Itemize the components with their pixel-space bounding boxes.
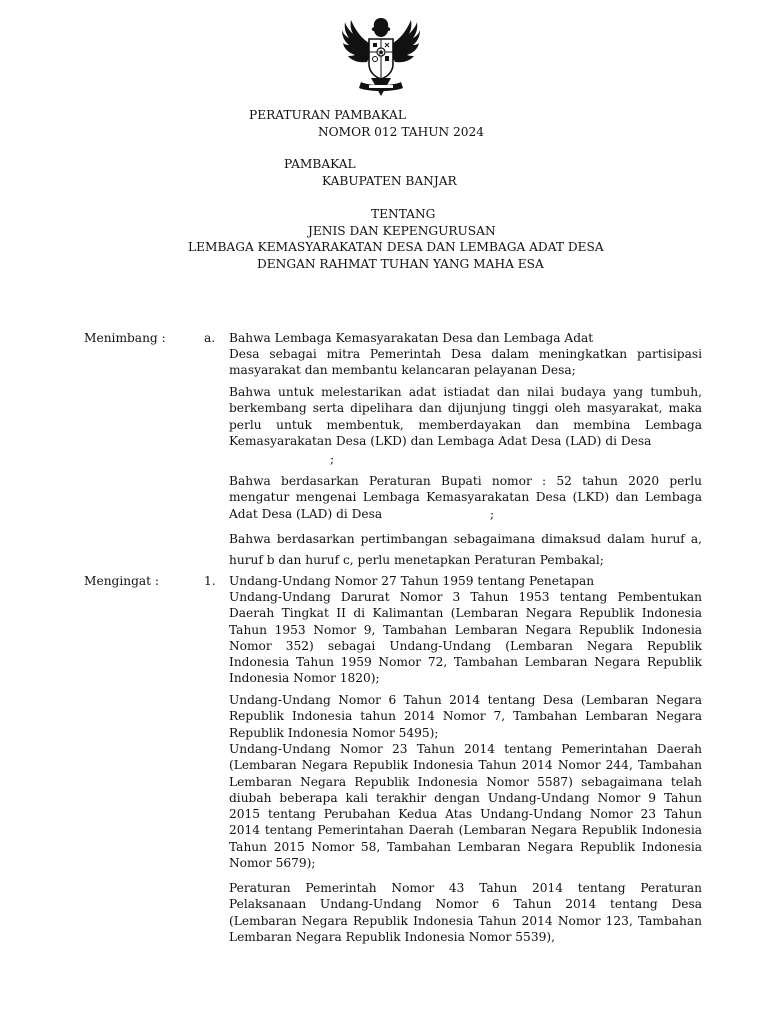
issuer-title: PAMBAKAL bbox=[284, 157, 356, 171]
mengingat-item-2: Undang-Undang Nomor 6 Tahun 2014 tentang Desa (Lembaran Negara Republik Indonesia tahun 2014 Nomor 7, Tambahan Lembaran Negara Republik Indonesia Nomor 5495); bbox=[229, 693, 702, 740]
mengingat-label: Mengingat : bbox=[84, 574, 160, 588]
menimbang-item-a: Desa sebagai mitra Pemerintah Desa dalam meningkatkan partisipasi masyarakat dan membantu kelancaran pelayanan Desa; bbox=[229, 347, 702, 378]
issuer-region: KABUPATEN BANJAR bbox=[322, 174, 457, 188]
regulation-title: PERATURAN PAMBAKAL bbox=[249, 108, 406, 122]
mengingat-item-1: Undang-Undang Darurat Nomor 3 Tahun 1953 tentang Pembentukan Daerah Tingkat II di Kalimantan (Lembaran Negara Republik Indonesia Tahun 1953 Nomor 9, Tambahan Lembaran Negara Republik Indonesia Nomor 352) sebagai Undang-Undang (Lembaran Negara Republik Indonesia Tahun 1959 Nomor 72, Tambahan Lembaran Negara Republik Indonesia Nomor 1820); bbox=[229, 590, 702, 686]
subject-line-1: JENIS DAN KEPENGURUSAN bbox=[308, 224, 496, 238]
subject-line-2: LEMBAGA KEMASYARAKATAN DESA DAN LEMBAGA ADAT DESA bbox=[188, 240, 604, 254]
menimbang-item-c-end: ; bbox=[490, 507, 495, 521]
mengingat-item-4: Peraturan Pemerintah Nomor 43 Tahun 2014 tentang Peraturan Pelaksanaan Undang-Undang Nomor 6 Tahun 2014 tentang Desa (Lembaran Negara Republik Indonesia Tahun 2014 Nomor 123, Tambahan Lembaran Negara Republik Indonesia Nomor 5539), bbox=[229, 881, 702, 944]
mengingat-item-3: Undang-Undang Nomor 23 Tahun 2014 tentang Pemerintahan Daerah (Lembaran Negara Republik Indonesia Tahun 2014 Nomor 244, Tambahan Lembaran Negara Republik Indonesia Nomor 5587) sebagaimana telah diubah beberapa kali terakhir dengan Undang-Undang Nomor 9 Tahun 2015 tentang Perubahan Kedua Atas Undang-Undang Nomor 23 Tahun 2014 tentang Pemerintahan Daerah (Lembaran Negara Republik Indonesia Tahun 2015 Nomor 58, Tambahan Lembaran Negara Republik Indonesia Nomor 5679); bbox=[229, 742, 702, 871]
about-heading: TENTANG bbox=[371, 207, 436, 221]
menimbang-item-c: Bahwa berdasarkan Peraturan Bupati nomor : 52 tahun 2020 perlu mengatur mengenai Lembaga Kemasyarakatan Desa (LKD) dan Lembaga Adat Desa (LAD) di Desa bbox=[229, 474, 702, 521]
mengingat-marker-1: 1. bbox=[204, 574, 216, 588]
menimbang-marker-a: a. bbox=[204, 331, 216, 345]
menimbang-label: Menimbang : bbox=[84, 331, 166, 345]
menimbang-item-d: Bahwa berdasarkan pertimbangan sebagaimana dimaksud dalam huruf a, huruf b dan huruf c, perlu menetapkan Peraturan Pembakal; bbox=[229, 532, 702, 567]
menimbang-item-b: Bahwa untuk melestarikan adat istiadat dan nilai budaya yang tumbuh, berkembang serta dipelihara dan dijunjung tinggi oleh masyarakat, maka perlu untuk membentuk, memberdayakan dan membina Lembaga Kemasyarakatan Desa (LKD) dan Lembaga Adat Desa (LAD) di Desa bbox=[229, 385, 702, 448]
preamble-line: DENGAN RAHMAT TUHAN YANG MAHA ESA bbox=[257, 257, 544, 271]
mengingat-item-1-first: Undang-Undang Nomor 27 Tahun 1959 tentang Penetapan bbox=[229, 574, 595, 588]
garuda-emblem-icon bbox=[335, 12, 427, 98]
menimbang-item-a-first: Bahwa Lembaga Kemasyarakatan Desa dan Lembaga Adat bbox=[229, 331, 594, 345]
regulation-number: NOMOR 012 TAHUN 2024 bbox=[318, 125, 485, 139]
menimbang-item-b-end: ; bbox=[330, 452, 335, 466]
